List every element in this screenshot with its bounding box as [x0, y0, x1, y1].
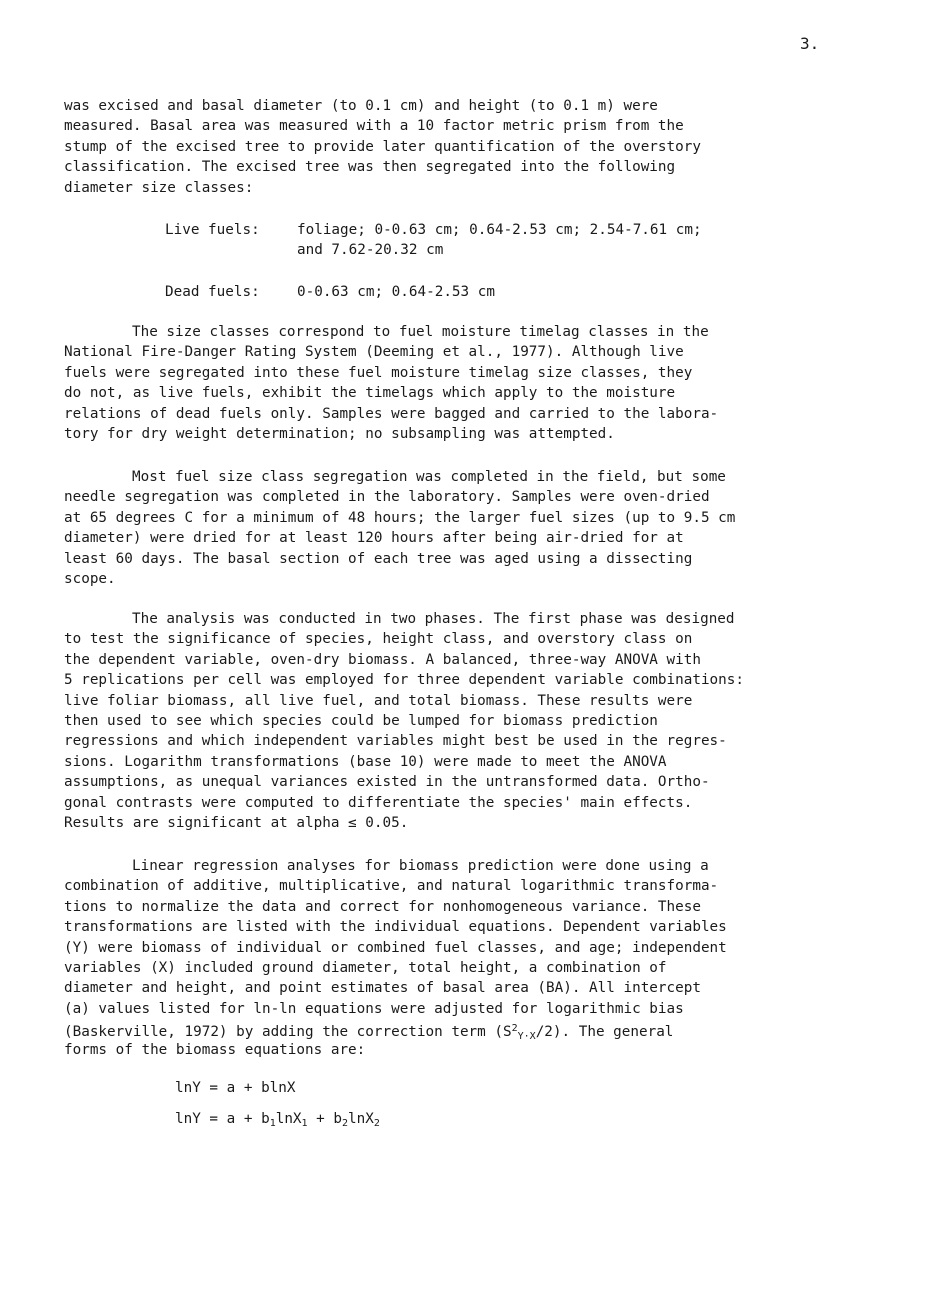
- text-line: fuels were segregated into these fuel moisture timelag size classes, they: [64, 364, 693, 381]
- text-line: sions. Logarithm transformations (base 10) were made to meet the ANOVA: [64, 753, 667, 770]
- text-line: (Y) were biomass of individual or combined fuel classes, and age; independent: [64, 939, 727, 956]
- text-line: classification. The excised tree was then segregated into the following: [64, 159, 676, 176]
- text-line: stump of the excised tree to provide later quantification of the overstory: [64, 138, 701, 155]
- text-line: do not, as live fuels, exhibit the timelags which apply to the moisture: [64, 385, 676, 402]
- paragraph-analysis: [64, 609, 744, 833]
- text-line: Results are significant at alpha ≤ 0.05.: [64, 814, 409, 831]
- text-line: to test the significance of species, height class, and overstory class on: [64, 631, 693, 648]
- text-line: diameter size classes:: [64, 179, 254, 196]
- text-line: Linear regression analyses for biomass prediction were done using a: [132, 858, 709, 874]
- text-line: (Baskerville, 1972) by adding the correction term $(S^2_{Y\cdot X}/2)$. The general: [64, 1023, 674, 1043]
- text-line: least 60 days. The basal section of each tree was aged using a dissecting: [64, 550, 693, 567]
- text-line: forms of the biomass equations are:: [64, 1041, 366, 1058]
- text-line: National Fire-Danger Rating System (Deeming et al., 1977). Although live: [64, 344, 684, 361]
- text-line: measured. Basal area was measured with a 10 factor metric prism from the: [64, 118, 684, 135]
- text-line: diameter and height, and point estimates of basal area (BA). All intercept: [64, 980, 701, 997]
- text-line: (a) values listed for ln-ln equations were adjusted for logarithmic bias: [64, 1000, 684, 1017]
- paragraph-segregation: [64, 467, 735, 589]
- text-line: the dependent variable, oven-dry biomass. A balanced, three-way ANOVA with: [64, 651, 701, 668]
- paragraph-sampling: [64, 96, 701, 198]
- dead-fuels-classes: [297, 282, 495, 302]
- text-line: diameter) were dried for at least 120 hours after being air-dried for at: [64, 530, 684, 547]
- text-line: transformations are listed with the individual equations. Dependent variables: [64, 919, 727, 936]
- text-line: at 65 degrees C for a minimum of 48 hours; the larger fuel sizes (up to 9.5 cm: [64, 509, 736, 526]
- text-line: tory for dry weight determination; no subsampling was attempted.: [64, 425, 615, 442]
- equation-simple: lnY = a + blnX: [175, 1080, 296, 1096]
- paragraph-regression: [64, 856, 727, 1060]
- text-line: 0-0.63 cm; 0.64-2.53 cm: [297, 284, 495, 300]
- text-line: tions to normalize the data and correct for nonhomogeneous variance. These: [64, 898, 701, 915]
- text-line: gonal contrasts were computed to differentiate the species' main effects.: [64, 794, 693, 811]
- text-line: relations of dead fuels only. Samples were bagged and carried to the labora-: [64, 405, 719, 422]
- text-line: scope.: [64, 570, 116, 587]
- dead-fuels-label: Dead fuels:: [165, 284, 260, 300]
- equation-multiple: $\ln Y = a + b_1\ln X_1 + b_2\ln X_2$: [175, 1111, 380, 1129]
- text-line: foliage; 0-0.63 cm; 0.64-2.53 cm; 2.54-7.61 cm;: [297, 222, 702, 238]
- text-line: regressions and which independent variables might best be used in the regres-: [64, 733, 727, 750]
- text-line: assumptions, as unequal variances existed in the untransformed data. Ortho-: [64, 774, 710, 791]
- page-number: 3.: [800, 34, 820, 53]
- text-line: was excised and basal diameter (to 0.1 cm) and height (to 0.1 m) were: [64, 98, 658, 114]
- text-line: needle segregation was completed in the laboratory. Samples were oven-dried: [64, 489, 710, 506]
- text-line: Most fuel size class segregation was completed in the field, but some: [132, 469, 726, 485]
- paragraph-size-classes: [64, 322, 718, 444]
- text-line: and 7.62-20.32 cm: [297, 242, 444, 259]
- text-line: then used to see which species could be lumped for biomass prediction: [64, 712, 658, 729]
- live-fuels-label: Live fuels:: [165, 222, 260, 238]
- text-line: live foliar biomass, all live fuel, and total biomass. These results were: [64, 692, 693, 709]
- text-line: variables (X) included ground diameter, total height, a combination of: [64, 959, 667, 976]
- text-line: The size classes correspond to fuel moisture timelag classes in the: [132, 324, 709, 340]
- live-fuels-classes: [297, 220, 702, 261]
- text-line: 5 replications per cell was employed for three dependent variable combinations:: [64, 672, 744, 689]
- text-line: combination of additive, multiplicative, and natural logarithmic transforma-: [64, 878, 719, 895]
- text-line: The analysis was conducted in two phases. The first phase was designed: [132, 611, 735, 627]
